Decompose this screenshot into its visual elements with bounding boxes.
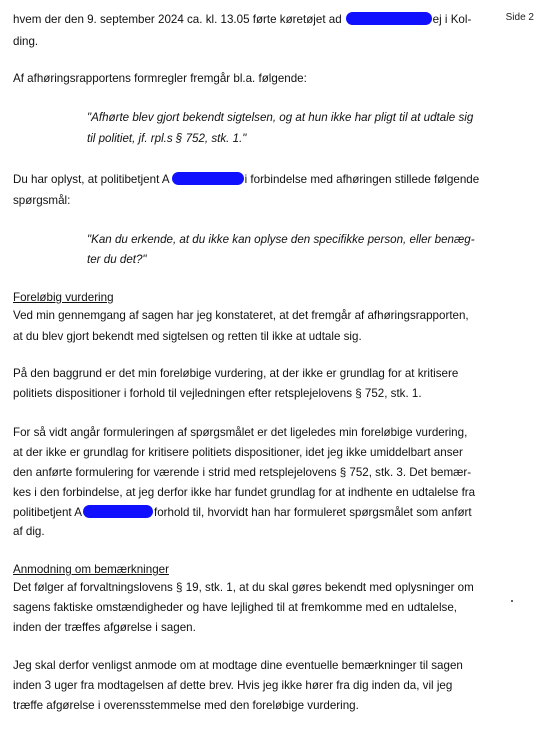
paragraph-line: inden 3 uger fra modtagelsen af dette brev. Hvis jeg ikke hører fra dig inden da, vil jeg [13, 679, 453, 692]
quote-line: til politiet, jf. rpl.s § 752, stk. 1." [87, 132, 247, 145]
page-number: Side 2 [505, 12, 534, 23]
text-span: forhold til, hvorvidt han har formuleret spørgsmålet som anført [153, 506, 472, 519]
paragraph-line: For så vidt angår formuleringen af spørgsmålet er det ligeledes min foreløbige vurdering, [13, 426, 468, 439]
text-span: i forbindelse med afhøringen stillede følgende [244, 173, 480, 186]
paragraph-line [13, 12, 471, 27]
paragraph-line: Af afhøringsrapportens formregler fremgår bl.a. følgende: [13, 72, 307, 85]
quote-line: ter du det?" [87, 253, 147, 266]
quote-line: "Kan du erkende, at du ikke kan oplyse den specifikke person, eller benæg- [87, 233, 475, 246]
redaction-block [346, 12, 432, 25]
text-span: hvem der den 9. september 2024 ca. kl. 13.05 førte køretøjet ad [13, 13, 342, 26]
paragraph-line: Jeg skal derfor venligst anmode om at modtage dine eventuelle bemærkninger til sagen [13, 659, 463, 672]
paragraph-line: af dig. [13, 525, 45, 538]
text-span: Du har oplyst, at politibetjent A [13, 173, 170, 186]
paragraph-line: Det følger af forvaltningslovens § 19, stk. 1, at du skal gøres bekendt med oplysninger om [13, 581, 474, 594]
quote-line: "Afhørte blev gjort bekendt sigtelsen, og at hun ikke har pligt til at udtale sig [87, 111, 474, 124]
paragraph-line: den anførte formulering for værende i strid med retsplejelovens § 752, stk. 3. Det bemær- [13, 466, 472, 479]
redaction-block [83, 505, 153, 518]
paragraph-line: kes i den forbindelse, at jeg derfor ikke har fundet grundlag for at indhente en udtalelse fra [13, 486, 476, 499]
section-heading: Anmodning om bemærkninger [13, 563, 169, 576]
paragraph-line: spørgsmål: [13, 194, 71, 207]
paragraph-line: at du blev gjort bekendt med sigtelsen og retten til ikke at udtale sig. [13, 330, 362, 343]
paragraph-line: sagens faktiske omstændigheder og have lejlighed til at fremkomme med en udtalelse, [13, 601, 458, 614]
text-span: ej i Kol- [432, 13, 472, 26]
paragraph-line: politiets dispositioner i forhold til vejledningen efter retsplejelovens § 752, stk. 1. [13, 387, 422, 400]
paragraph-line: træffe afgørelse i overensstemmelse med den foreløbige vurdering. [13, 699, 359, 712]
paragraph-line: Ved min gennemgang af sagen har jeg konstateret, at det fremgår af afhøringsrapporten, [13, 309, 469, 322]
paragraph-line: inden der træffes afgørelse i sagen. [13, 621, 196, 634]
text-span: politibetjent A [13, 506, 82, 519]
paragraph-line: På den baggrund er det min foreløbige vurdering, at der ikke er grundlag for at kritisere [13, 367, 459, 380]
section-heading: Foreløbig vurdering [13, 291, 114, 304]
redaction-block [172, 172, 244, 185]
paragraph-line: ding. [13, 35, 39, 48]
paragraph-line [13, 505, 472, 520]
paragraph-line [13, 172, 479, 187]
paragraph-line: at der ikke er grundlag for kritisere politiets dispositioner, idet jeg ikke umiddelbart anser [13, 446, 463, 459]
speck-mark [511, 600, 513, 602]
